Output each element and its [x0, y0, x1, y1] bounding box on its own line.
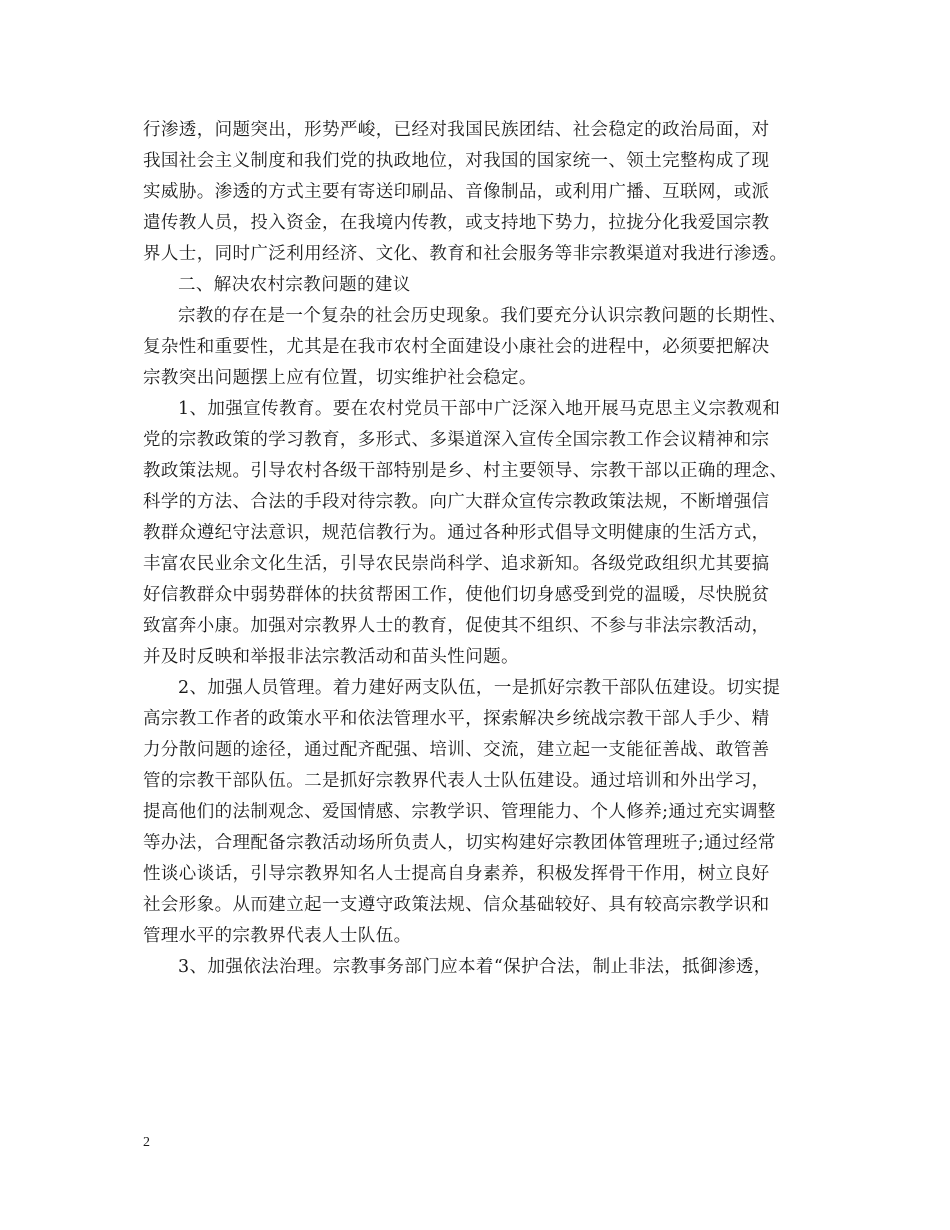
text-line: 致富奔小康。加强对宗教界人士的教育，促使其不组织、不参与非法宗教活动，	[143, 616, 770, 636]
text-line: 1、加强宣传教育。要在农村党员干部中广泛深入地开展马克思主义宗教观和	[178, 399, 781, 419]
text-line: 并及时反映和举报非法宗教活动和苗头性问题。	[143, 647, 519, 667]
text-line: 等办法，合理配备宗教活动场所负责人，切实构建好宗教团体管理班子;通过经常	[143, 833, 776, 853]
text-line: 复杂性和重要性，尤其是在我市农村全面建设小康社会的进程中，必须要把解决	[143, 337, 770, 357]
text-line: 3、加强依法治理。宗教事务部门应本着“保护合法，制止非法，抵御渗透，	[178, 957, 772, 977]
text-line: 行渗透，问题突出，形势严峻，已经对我国民族团结、社会稳定的政治局面，对	[143, 120, 770, 140]
text-line: 管理水平的宗教界代表人士队伍。	[143, 926, 412, 946]
text-line: 高宗教工作者的政策水平和依法管理水平，探索解决乡统战宗教干部人手少、精	[143, 709, 770, 729]
text-line: 界人士，同时广泛利用经济、文化、教育和社会服务等非宗教渠道对我进行渗透。	[143, 244, 788, 264]
text-line: 提高他们的法制观念、爱国情感、宗教学识、管理能力、个人修养;通过充实调整	[143, 802, 776, 822]
text-line: 党的宗教政策的学习教育，多形式、多渠道深入宣传全国宗教工作会议精神和宗	[143, 430, 770, 450]
text-line: 力分散问题的途径，通过配齐配强、培训、交流，建立起一支能征善战、敢管善	[143, 740, 770, 760]
text-line: 教群众遵纪守法意识，规范信教行为。通过各种形式倡导文明健康的生活方式，	[143, 523, 770, 543]
text-line: 实威胁。渗透的方式主要有寄送印刷品、音像制品，或利用广播、互联网，或派	[143, 182, 770, 202]
text-line: 我国社会主义制度和我们党的执政地位，对我国的国家统一、领土完整构成了现	[143, 151, 770, 171]
text-line: 遣传教人员，投入资金，在我境内传教，或支持地下势力，拉拢分化我爱国宗教	[143, 213, 770, 233]
text-line: 教政策法规。引导农村各级干部特别是乡、村主要领导、宗教干部以正确的理念、	[143, 461, 788, 481]
text-line: 宗教突出问题摆上应有位置，切实维护社会稳定。	[143, 368, 537, 388]
page-number: 2	[143, 1135, 150, 1150]
text-line: 好信教群众中弱势群体的扶贫帮困工作，使他们切身感受到党的温暖，尽快脱贫	[143, 585, 770, 605]
text-line: 丰富农民业余文化生活，引导农民崇尚科学、追求新知。各级党政组织尤其要搞	[143, 554, 770, 574]
text-line: 2、加强人员管理。着力建好两支队伍，一是抓好宗教干部队伍建设。切实提	[178, 678, 781, 698]
text-line: 性谈心谈话，引导宗教界知名人士提高自身素养，积极发挥骨干作用，树立良好	[143, 864, 770, 884]
text-line: 社会形象。从而建立起一支遵守政策法规、信众基础较好、具有较高宗教学识和	[143, 895, 770, 915]
section-heading: 二、解决农村宗教问题的建议	[178, 275, 411, 295]
text-line: 宗教的存在是一个复杂的社会历史现象。我们要充分认识宗教问题的长期性、	[178, 306, 787, 326]
text-line: 管的宗教干部队伍。二是抓好宗教界代表人士队伍建设。通过培训和外出学习，	[143, 771, 770, 791]
body-text	[143, 115, 823, 983]
text-line: 科学的方法、合法的手段对待宗教。向广大群众宣传宗教政策法规，不断增强信	[143, 492, 770, 512]
